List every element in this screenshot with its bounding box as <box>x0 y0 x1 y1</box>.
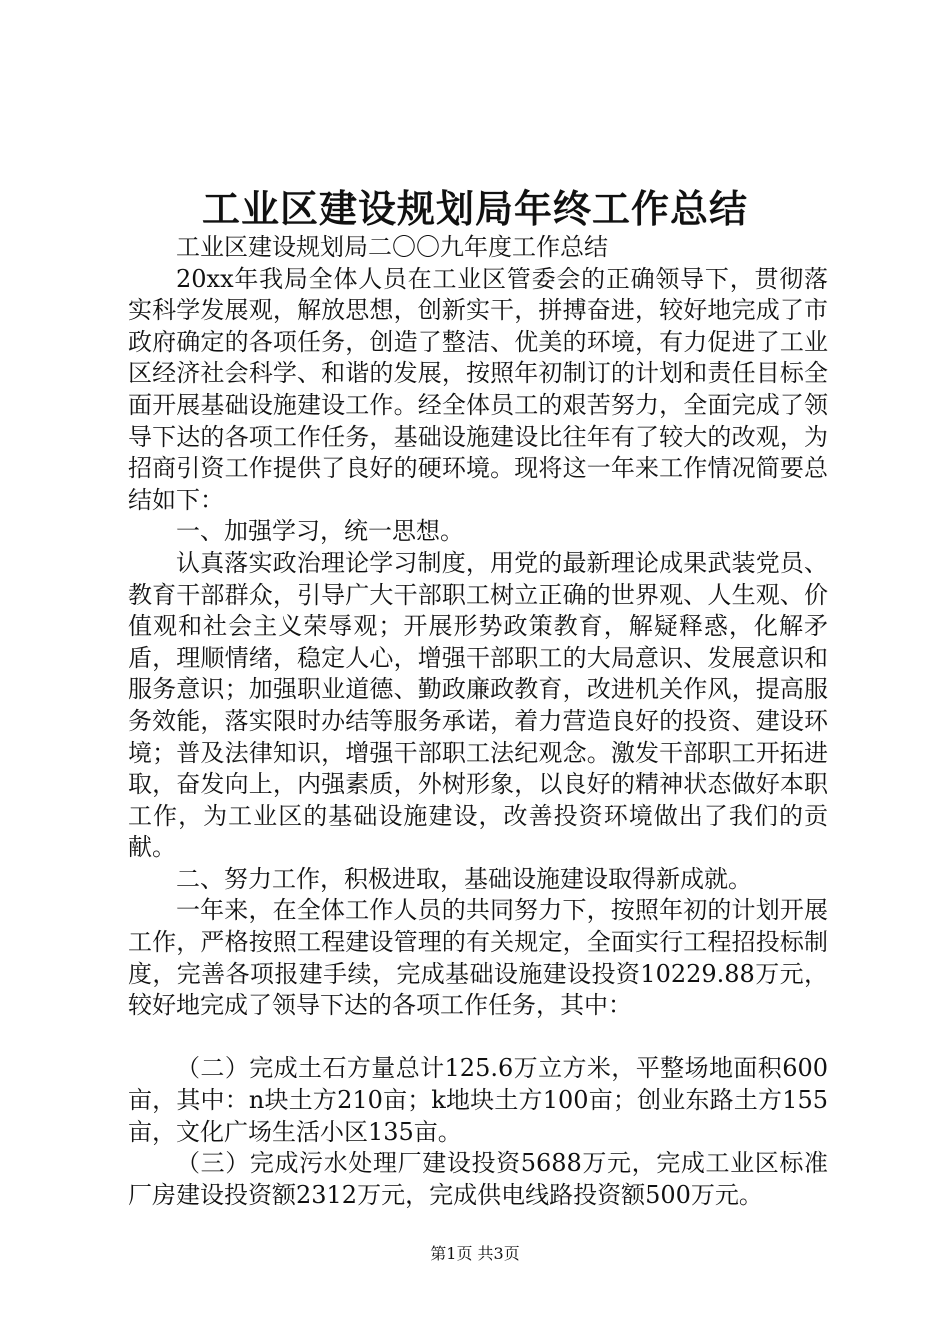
document-body <box>128 232 828 1211</box>
document-title: 工业区建设规划局年终工作总结 <box>201 186 748 231</box>
item-3-paragraph: （三）完成污水处理厂建设投资5688万元，完成工业区标准厂房建设投资额2312万元，完成供电线路投资额500万元。 <box>128 1149 828 1209</box>
item-2-paragraph: （二）完成土石方量总计125.6万立方米，平整场地面积600亩，其中：n块土方210亩；k地块土方100亩；创业东路土方155亩，文化广场生活小区135亩。 <box>128 1054 828 1146</box>
section-1-paragraph: 认真落实政治理论学习制度，用党的最新理论成果武装党员、教育干部群众，引导广大干部职工树立正确的世界观、人生观、价值观和社会主义荣辱观；开展形势政策教育，解疑释惑，化解矛盾，理顺情绪，稳定人心，增强干部职工的大局意识、发展意识和服务意识；加强职业道德、勤政廉政教育，改进机关作风，提高服务效能，落实限时办结等服务承诺，着力营造良好的投资、建设环境；普及法律知识，增强干部职工法纪观念。激发干部职工开拓进取，奋发向上，内强素质，外树形象，以良好的精神状态做好本职工作，为工业区的基础设施建设，改善投资环境做出了我们的贡献。 <box>128 548 828 862</box>
intro-paragraph: 20xx年我局全体人员在工业区管委会的正确领导下，贯彻落实科学发展观，解放思想，创新实干，拼搏奋进，较好地完成了市政府确定的各项任务，创造了整洁、优美的环境，有力促进了工业区经济社会科学、和谐的发展，按照年初制订的计划和责任目标全面开展基础设施建设工作。经全体员工的艰苦努力，全面完成了领导下达的各项工作任务，基础设施建设比往年有了较大的改观，为招商引资工作提供了良好的硬环境。现将这一年来工作情况简要总结如下： <box>128 264 828 514</box>
section-heading-2: 二、努力工作，积极进取，基础设施建设取得新成就。 <box>176 864 752 893</box>
section-2-paragraph: 一年来，在全体工作人员的共同努力下，按照年初的计划开展工作，严格按照工程建设管理的有关规定，全面实行工程招投标制度，完善各项报建手续，完成基础设施建设投资10229.88万元，较好地完成了领导下达的各项工作任务，其中： <box>128 896 828 1020</box>
subtitle-paragraph: 工业区建设规划局二〇〇九年度工作总结 <box>176 233 608 261</box>
page-footer: 第1页 共3页 <box>430 1244 520 1263</box>
section-heading-1: 一、加强学习，统一思想。 <box>176 517 464 546</box>
